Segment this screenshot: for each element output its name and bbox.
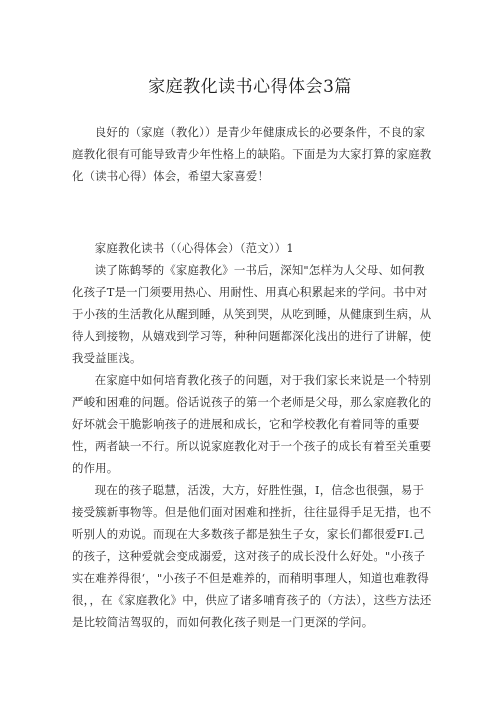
section-1 xyxy=(72,237,432,633)
intro-block xyxy=(72,121,432,187)
body-paragraph-2: 在家庭中如何培育教化孩子的问题，对于我们家长来说是一个特别严峻和困难的问题。俗话说孩子的第一个老师是父母，那么家庭教化的好坏就会干脆影响孩子的进展和成长，它和学校教化有着同等的重要性，两者缺一不行。所以说家庭教化对于一个孩子的成长有着至关重要的作用。 xyxy=(72,373,432,475)
section-heading: 家庭教化读书（（心得体会）（范文））1 xyxy=(94,241,294,255)
intro-paragraph: 良好的（家庭（教化））是青少年健康成长的必要条件，不良的家庭教化很有可能导致青少年性格上的缺陷。下面是为大家打算的家庭教化（读书心得）体会，希望大家喜爱！ xyxy=(72,125,432,183)
body-paragraph-1: 读了陈鹤琴的《家庭教化》一书后，深知"怎样为人父母、如何教化孩子T是一门须要用热心、用耐性、用真心积累起来的学问。书中对于小孩的生活教化从醒到睡，从笑到哭，从吃到睡，从健康到生病，从待人到接物，从嬉戏到学习等，种种问题都深化浅出的进行了讲解，使我受益匪浅。 xyxy=(72,263,432,365)
document-title: 家庭教化读书心得体会3篇 xyxy=(148,77,352,97)
body-paragraph-3: 现在的孩子聪慧，活泼，大方，好胜性强，I，信念也很强，易于接受簇新事物等。但是他们面对困难和挫折，往往显得手足无措，也不听别人的劝说。而现在大多数孩子都是独生子女，家长们都很爱FI.己的孩子，这种爱就会变成溺爱，这对孩子的成长没什么好处。"小孩子实在难养得很‘，"小孩子不但是难养的，而稍明事理人，知道也难教得很，，在《家庭教化》中，供应了诸多哺育孩子的（方法），这些方法还是比较简洁驾驭的，而如何教化孩子则是一门更深的学问。 xyxy=(72,483,432,629)
